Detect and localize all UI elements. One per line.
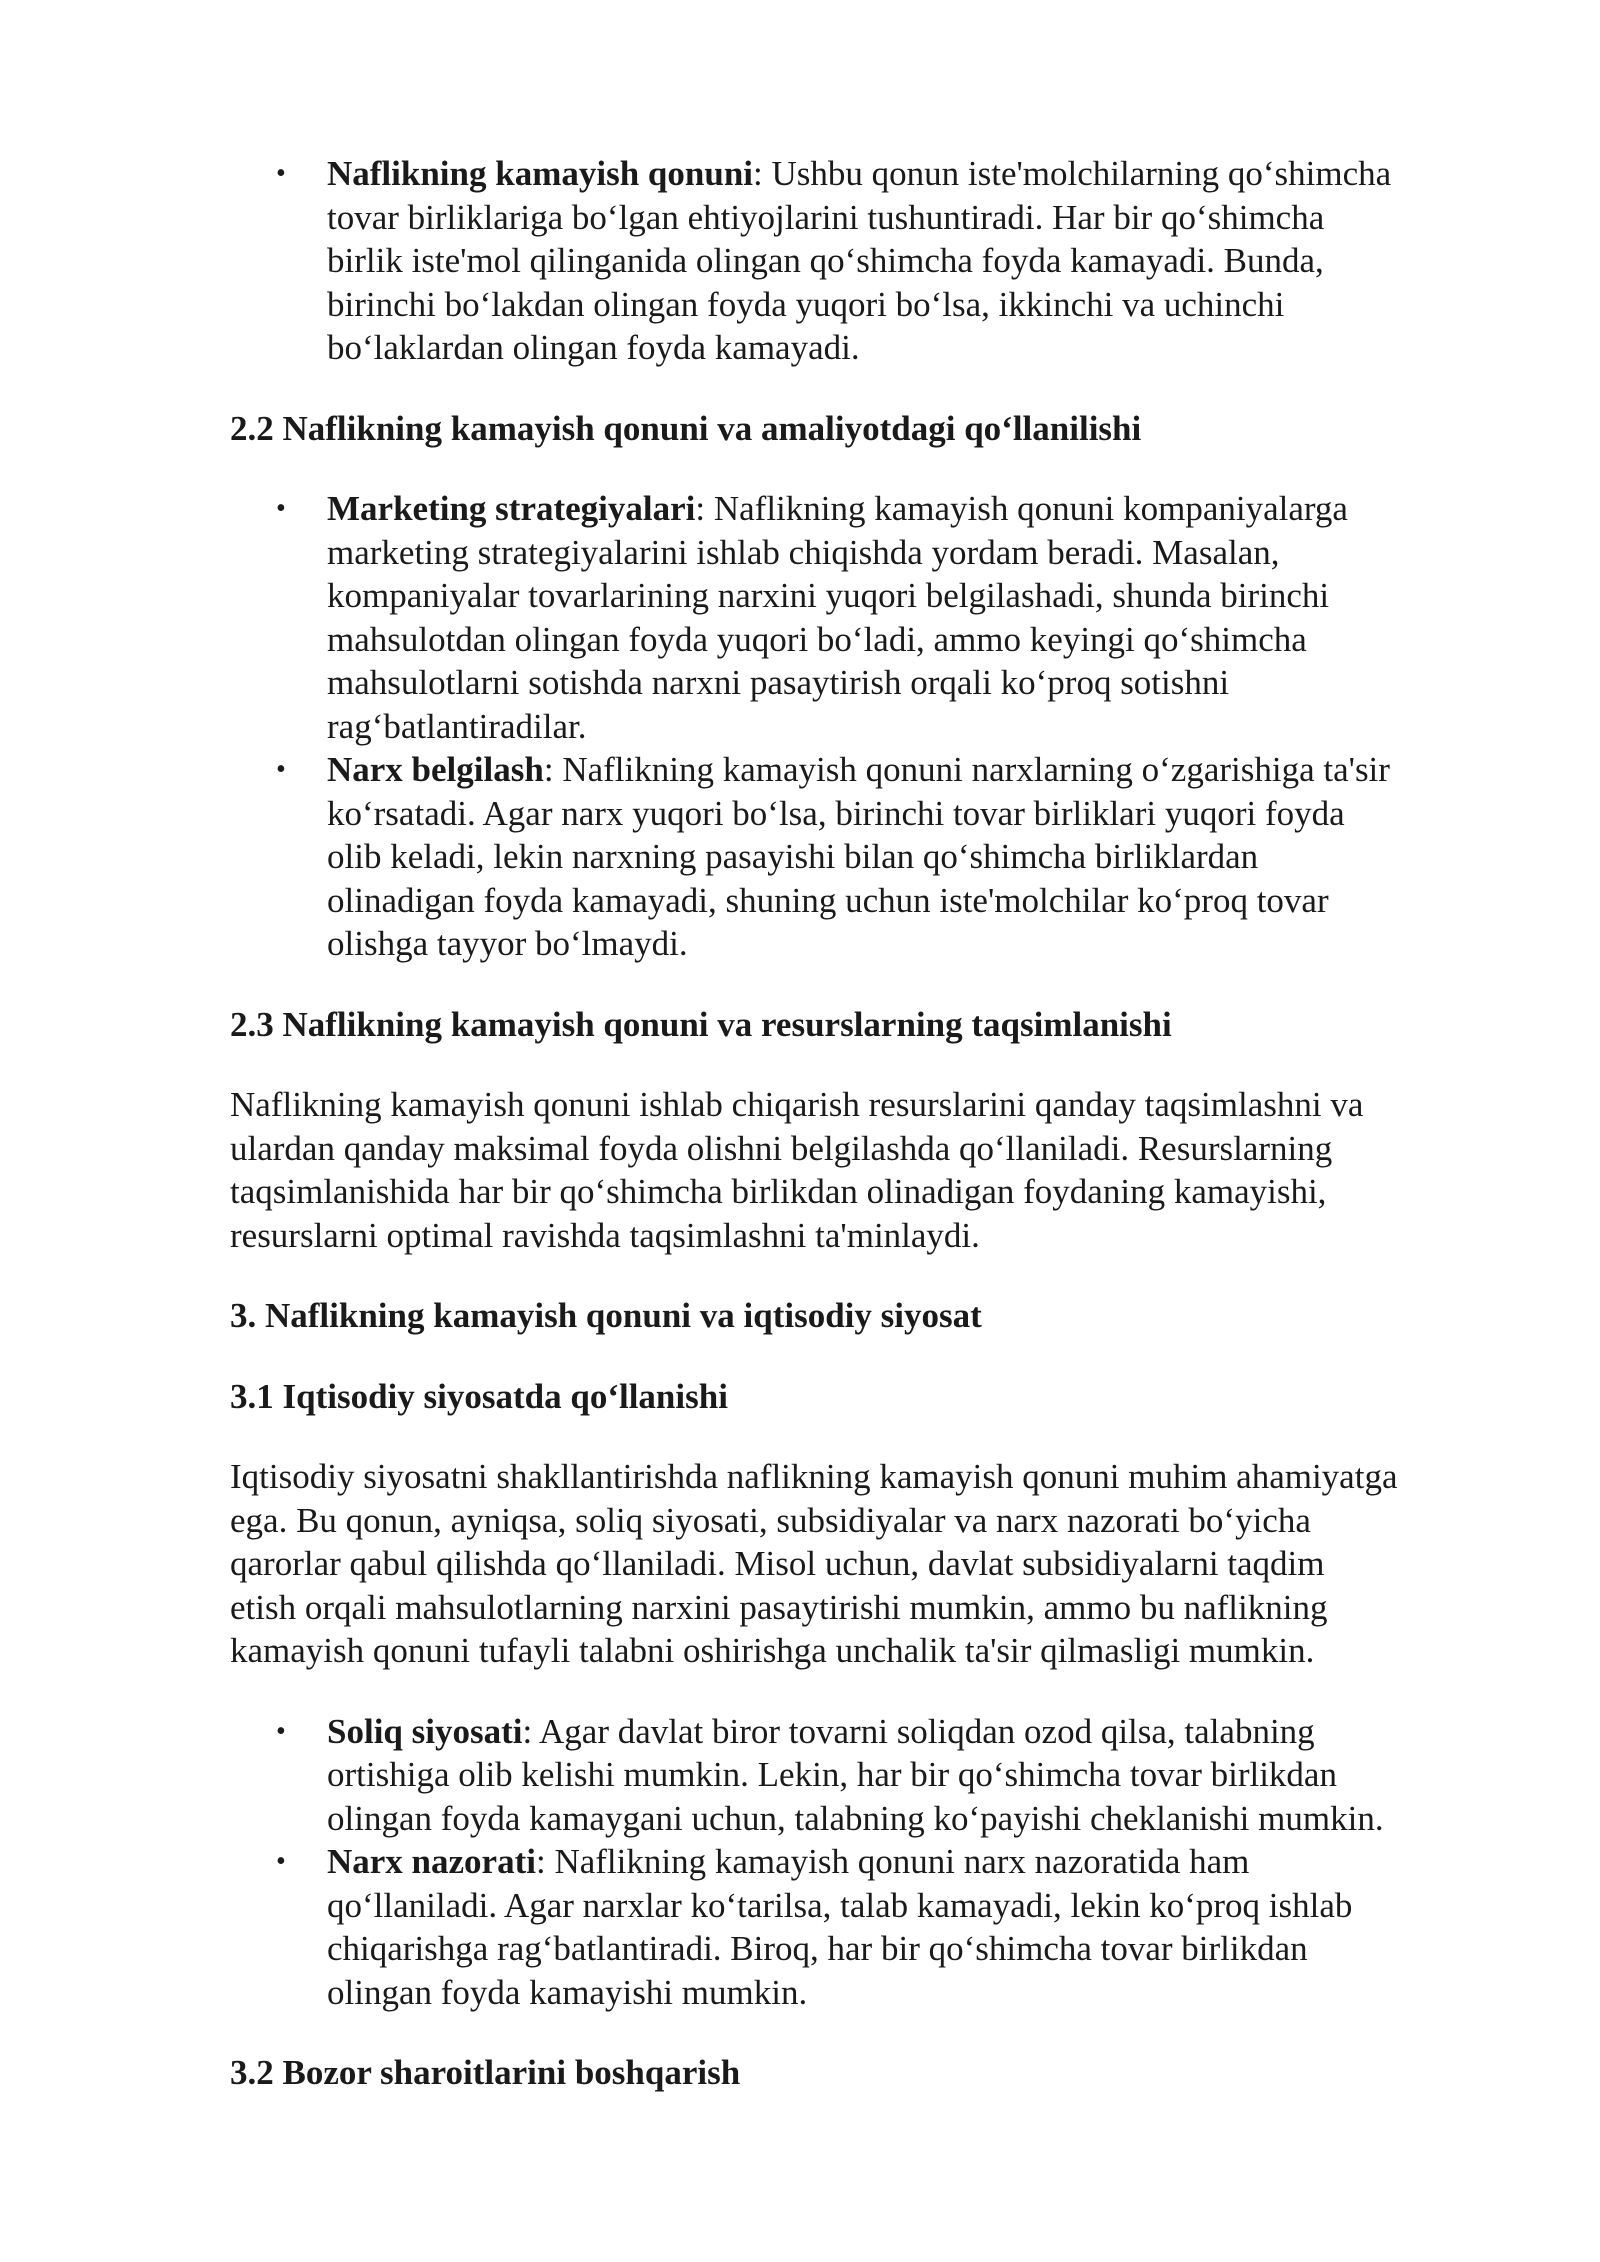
bullet-list xyxy=(230,152,1500,370)
paragraph-line: resurslarni optimal ravishda taqsimlashni ta'minlaydi. xyxy=(230,1215,980,1255)
paragraph-line: etish orqali mahsulotlarning narxini pasaytirishi mumkin, ammo bu naflikning xyxy=(230,1587,1328,1627)
list-item-term: Narx belgilash xyxy=(327,750,544,789)
list-item-line: mahsulotdan olingan foyda yuqori bo‘ladi, ammo keyingi qo‘shimcha xyxy=(327,619,1307,659)
block-spacer xyxy=(230,1418,1500,1455)
list-item: • Marketing strategiyalari: Naflikning kamayish qonuni kompaniyalarga marketing strategiyalarini ishlab chiqishda yordam beradi. Masalan, kompaniyalar tovarlarining narxini yuqori belgilashadi, shunda birinchi mahsulotdan olingan foyda yuqori bo‘ladi, ammo keyingi qo‘shimcha mahsulotlarni sotishda narxni pasaytirish orqali ko‘proq sotishni rag‘batlantiradilar. xyxy=(230,487,1500,748)
list-item-line: birlik iste'mol qilinganida olingan qo‘shimcha foyda kamayadi. Bunda, xyxy=(327,241,1324,280)
list-item-term: Narx nazorati xyxy=(327,1842,536,1881)
list-item-term: Soliq siyosati xyxy=(327,1711,523,1751)
list-item-line: tovar birliklariga bo‘lgan ehtiyojlarini tushuntiradi. Har bir qo‘shimcha xyxy=(327,197,1325,237)
paragraph-line: Iqtisodiy siyosatni shakllantirishda naflikning kamayish qonuni muhim ahamiyatga xyxy=(230,1457,1398,1496)
list-item-line: ortishiga olib kelishi mumkin. Lekin, har bir qo‘shimcha tovar birlikdan xyxy=(327,1755,1337,1794)
list-item: • Narx belgilash: Naflikning kamayish qonuni narxlarning o‘zgarishiga ta'sir ko‘rsatadi. Agar narx yuqori bo‘lsa, birinchi tovar birliklari yuqori foyda olib keladi, lekin narxning pasayishi bilan qo‘shimcha birliklardan olinadigan foyda kamayadi, shuning uchun iste'molchilar ko‘proq tovar olishga tayyor bo‘lmaydi. xyxy=(230,748,1500,966)
paragraph-line: ega. Bu qonun, ayniqsa, soliq siyosati, subsidiyalar va narx nazorati bo‘yicha xyxy=(230,1500,1311,1540)
paragraph-line: ulardan qanday maksimal foyda olishni belgilashda qo‘llaniladi. Resurslarning xyxy=(230,1128,1333,1168)
section-heading: 2.2 Naflikning kamayish qonuni va amaliyotdagi qo‘llanilishi xyxy=(230,408,1142,448)
list-item-line: marketing strategiyalarini ishlab chiqishda yordam beradi. Masalan, xyxy=(327,532,1280,572)
list-item-line: olib keladi, lekin narxning pasayishi bilan qo‘shimcha birliklardan xyxy=(327,837,1259,876)
list-item-line: Agar davlat biror tovarni soliqdan ozod qilsa, talabning xyxy=(539,1711,1315,1751)
list-item-line: olingan foyda kamayishi mumkin. xyxy=(327,1972,808,2012)
block-spacer xyxy=(230,966,1500,1003)
paragraph-line: qarorlar qabul qilishda qo‘llaniladi. Misol uchun, davlat subsidiyalarni taqdim xyxy=(230,1544,1325,1583)
list-item-line: olishga tayyor bo‘lmaydi. xyxy=(327,924,688,963)
list-item-term: Naflikning kamayish qonuni xyxy=(327,154,754,193)
list-item-line: bo‘laklardan olingan foyda kamayadi. xyxy=(327,328,860,367)
bullet-list xyxy=(230,1710,1500,2015)
body-paragraph xyxy=(230,1455,1500,1673)
paragraph-line: kamayish qonuni tufayli talabni oshirishga unchalik ta'sir qilmasligi mumkin. xyxy=(230,1631,1315,1670)
section-heading: 3.2 Bozor sharoitlarini boshqarish xyxy=(230,2053,741,2092)
list-item-line: Naflikning kamayish qonuni narx nazoratida ham xyxy=(554,1842,1250,1881)
list-item-line: ko‘rsatadi. Agar narx yuqori bo‘lsa, birinchi tovar birliklari yuqori foyda xyxy=(327,793,1345,833)
list-item-term: Marketing strategiyalari xyxy=(327,489,696,528)
section-heading: 2.3 Naflikning kamayish qonuni va resurslarning taqsimlanishi xyxy=(230,1004,1172,1044)
list-item-line: olinadigan foyda kamayadi, shuning uchun iste'molchilar ko‘proq tovar xyxy=(327,880,1329,920)
list-item: • Soliq siyosati: Agar davlat biror tovarni soliqdan ozod qilsa, talabning ortishiga olib kelishi mumkin. Lekin, har bir qo‘shimcha tovar birlikdan olingan foyda kamaygani uchun, talabning ko‘payishi cheklanishi mumkin. xyxy=(230,1710,1500,1841)
paragraph-line: taqsimlanishida har bir qo‘shimcha birlikdan olinadigan foydaning kamayishi, xyxy=(230,1172,1327,1211)
paragraph-line: Naflikning kamayish qonuni ishlab chiqarish resurslarini qanday taqsimlashni va xyxy=(230,1085,1364,1124)
block-spacer xyxy=(230,1257,1500,1294)
list-item-line: kompaniyalar tovarlarining narxini yuqori belgilashadi, shunda birinchi xyxy=(327,576,1330,615)
section-heading: 3.1 Iqtisodiy siyosatda qo‘llanishi xyxy=(230,1376,728,1416)
bullet-list xyxy=(230,487,1500,966)
document-body xyxy=(230,152,1500,2095)
block-spacer xyxy=(230,2014,1500,2051)
block-spacer xyxy=(230,1046,1500,1083)
list-item-line: chiqarishga rag‘batlantiradi. Biroq, har bir qo‘shimcha tovar birlikdan xyxy=(327,1929,1308,1968)
list-item-line: Ushbu qonun iste'molchilarning qo‘shimcha xyxy=(771,154,1392,193)
list-item-line: Naflikning kamayish qonuni kompaniyalarga xyxy=(713,489,1348,528)
list-item-line: qo‘llaniladi. Agar narxlar ko‘tarilsa, talab kamayadi, lekin ko‘proq ishlab xyxy=(327,1885,1353,1925)
block-spacer xyxy=(230,450,1500,487)
body-paragraph xyxy=(230,1083,1500,1257)
list-item-line: olingan foyda kamaygani uchun, talabning ko‘payishi cheklanishi mumkin. xyxy=(327,1798,1384,1838)
block-spacer xyxy=(230,370,1500,407)
list-item-line: mahsulotlarni sotishda narxni pasaytirish orqali ko‘proq sotishni xyxy=(327,663,1230,702)
block-spacer xyxy=(230,1338,1500,1375)
section-heading: 3. Naflikning kamayish qonuni va iqtisodiy siyosat xyxy=(230,1296,982,1335)
block-spacer xyxy=(230,1673,1500,1710)
list-item: • Narx nazorati: Naflikning kamayish qonuni narx nazoratida ham qo‘llaniladi. Agar narxlar ko‘tarilsa, talab kamayadi, lekin ko‘proq ishlab chiqarishga rag‘batlantiradi. Biroq, har bir qo‘shimcha tovar birlikdan olingan foyda kamayishi mumkin. xyxy=(230,1840,1500,2014)
list-item-line: rag‘batlantiradilar. xyxy=(327,706,587,746)
list-item-line: birinchi bo‘lakdan olingan foyda yuqori bo‘lsa, ikkinchi va uchinchi xyxy=(327,284,1285,324)
list-item: • Naflikning kamayish qonuni: Ushbu qonun iste'molchilarning qo‘shimcha tovar birliklariga bo‘lgan ehtiyojlarini tushuntiradi. Har bir qo‘shimcha birlik iste'mol qilinganida olingan qo‘shimcha foyda kamayadi. Bunda, birinchi bo‘lakdan olingan foyda yuqori bo‘lsa, ikkinchi va uchinchi bo‘laklardan olingan foyda kamayadi. xyxy=(230,152,1500,370)
list-item-line: Naflikning kamayish qonuni narxlarning o‘zgarishiga ta'sir xyxy=(562,750,1390,789)
